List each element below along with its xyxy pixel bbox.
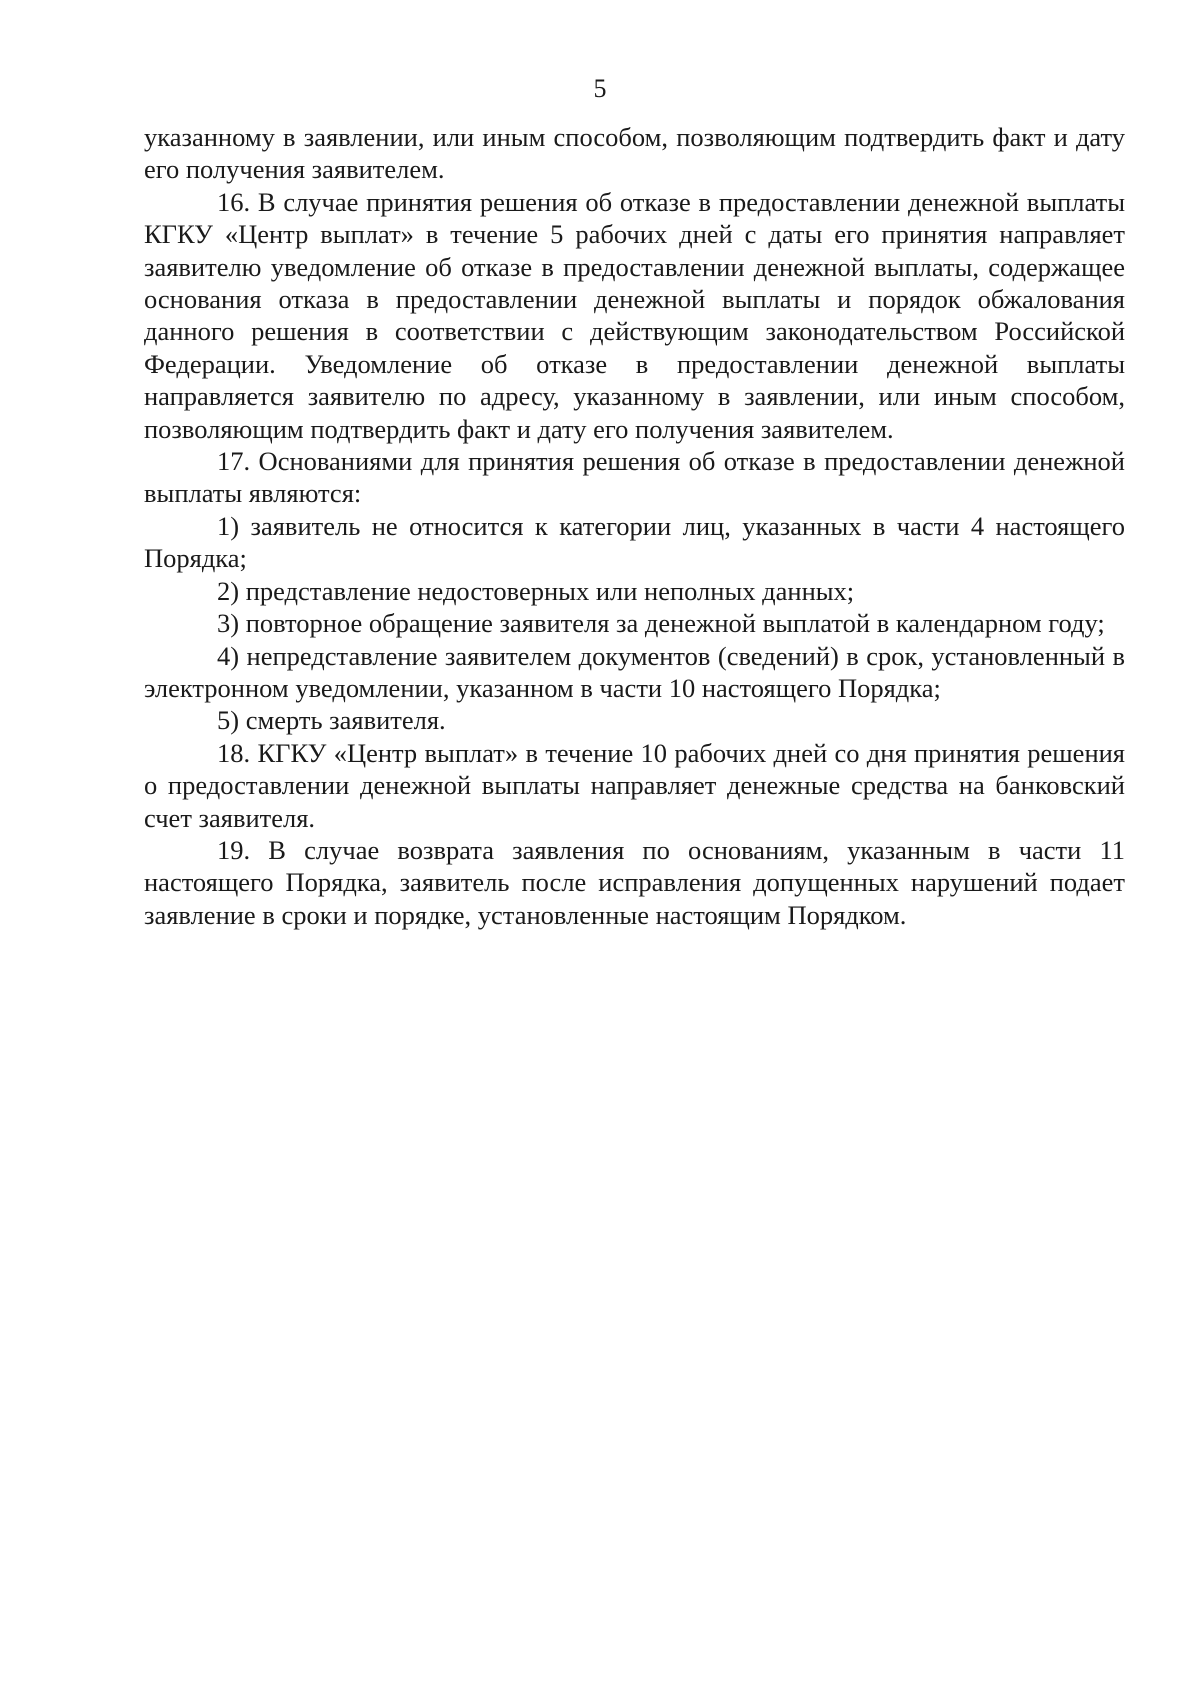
list-item-1: 1) заявитель не относится к категории лиц, указанных в части 4 настоящего Порядка; — [144, 510, 1125, 574]
page-number: 5 — [593, 74, 607, 103]
paragraph-17: 17. Основаниями для принятия решения об отказе в предоставлении денежной выплаты являются: — [144, 446, 1125, 509]
list-item-4: 4) непредставление заявителем документов (сведений) в срок, установленный в электронном уведомлении, указанном в части 10 настоящего Порядка; — [144, 640, 1125, 703]
document-body — [144, 121, 1125, 931]
paragraph-continuation: указанному в заявлении, или иным способом, позволяющим подтвердить факт и дату его получения заявителем. — [144, 122, 1125, 185]
paragraph-18: 18. КГКУ «Центр выплат» в течение 10 рабочих дней со дня принятия решения о предоставлении денежной выплаты направляет денежные средства на банковский счет заявителя. — [144, 737, 1125, 833]
paragraph-19: 19. В случае возврата заявления по основаниям, указанным в части 11 настоящего Порядка, заявитель после исправления допущенных нарушений подает заявление в сроки и порядке, установленные настоящим Порядком. — [144, 834, 1125, 930]
list-item-5: 5) смерть заявителя. — [217, 705, 446, 736]
list-item-2: 2) представление недостоверных или неполных данных; — [217, 575, 855, 606]
paragraph-16: 16. В случае принятия решения об отказе в предоставлении денежной выплаты КГКУ «Центр выплат» в течение 5 рабочих дней с даты его принятия направляет заявителю уведомление об отказе в предоставлении денежной выплаты, содержащее основания отказа в предоставлении денежной выплаты и порядок обжалования данного решения в соответствии с действующим законодательством Российской Федерации. Уведомление об отказе в предоставлении денежной выплаты направляется заявителю по адресу, указанному в заявлении, или иным способом, позволяющим подтвердить факт и дату его получения заявителем. — [144, 186, 1125, 444]
list-item-3: 3) повторное обращение заявителя за денежной выплатой в календарном году; — [217, 608, 1105, 639]
